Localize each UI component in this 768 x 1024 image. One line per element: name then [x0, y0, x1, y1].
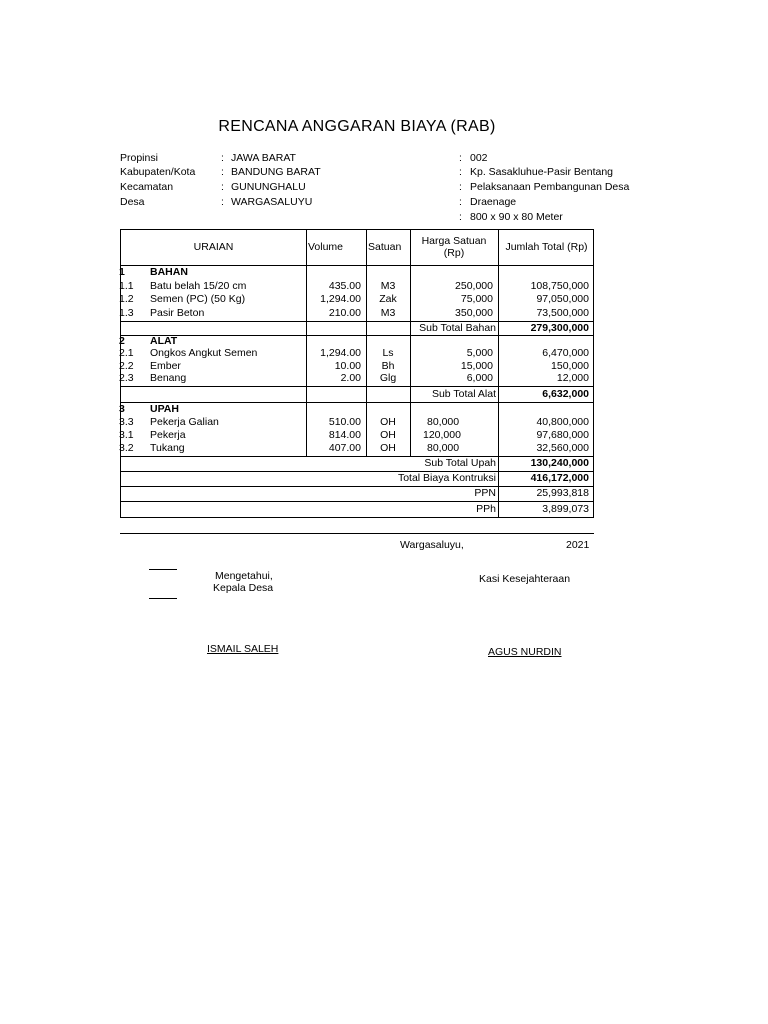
info-sep: : — [221, 152, 224, 164]
item-jumlah: 6,470,000 — [542, 347, 589, 359]
item-jumlah: 108,750,000 — [530, 280, 589, 292]
header-satuan: Satuan — [368, 241, 402, 253]
info-value-desa: WARGASALUYU — [231, 196, 313, 208]
item-volume: 510.00 — [328, 416, 361, 428]
section-no: 1 — [119, 266, 125, 278]
item-satuan: OH — [380, 416, 396, 428]
item-uraian: Batu belah 15/20 cm — [150, 280, 247, 292]
item-jumlah: 150,000 — [551, 360, 589, 372]
row-divider — [121, 402, 593, 403]
item-uraian: Ember — [150, 360, 181, 372]
pph-label: PPh — [476, 503, 496, 515]
info-sep: : — [459, 152, 462, 164]
item-uraian: Ongkos Angkut Semen — [150, 347, 258, 359]
signature-left-name: ISMAIL SALEH — [207, 643, 279, 655]
rab-table — [120, 229, 594, 518]
item-volume: 1,294.00 — [320, 293, 361, 305]
signature-left-line1: Mengetahui, — [215, 570, 273, 582]
info-label-propinsi: Propinsi — [120, 152, 158, 164]
item-satuan: M3 — [380, 280, 396, 292]
page-title: RENCANA ANGGARAN BIAYA (RAB) — [218, 118, 496, 135]
item-jumlah: 73,500,000 — [536, 307, 589, 319]
item-jumlah: 97,050,000 — [536, 293, 589, 305]
subtotal-value: 6,632,000 — [542, 388, 589, 400]
header-uraian: URAIAN — [193, 241, 234, 253]
info-sep: : — [459, 166, 462, 178]
item-satuan: Bh — [381, 360, 395, 372]
info-sep: : — [221, 181, 224, 193]
section-no: 3 — [119, 403, 125, 415]
section-title: UPAH — [150, 403, 179, 415]
item-uraian: Benang — [150, 372, 187, 384]
item-harga: 80,000 — [427, 442, 460, 454]
section-title: BAHAN — [150, 266, 188, 278]
subtotal-label: Sub Total Alat — [431, 388, 496, 400]
item-uraian: Tukang — [150, 442, 185, 454]
item-jumlah: 12,000 — [556, 372, 589, 384]
item-volume: 814.00 — [328, 429, 361, 441]
info-value-location: Kp. Sasakluhue-Pasir Bentang — [470, 166, 614, 178]
info-label-kabupaten: Kabupaten/Kota — [120, 166, 196, 178]
signature-year: 2021 — [566, 539, 590, 551]
item-volume: 10.00 — [334, 360, 361, 372]
row-divider — [121, 386, 593, 387]
item-satuan: Ls — [382, 347, 394, 359]
item-harga: 15,000 — [460, 360, 493, 372]
short-line — [149, 569, 177, 570]
item-harga: 250,000 — [455, 280, 493, 292]
short-line — [149, 598, 177, 599]
subtotal-value: 279,300,000 — [530, 322, 589, 334]
row-divider — [121, 265, 593, 266]
item-volume: 435.00 — [328, 280, 361, 292]
item-uraian: Semen (PC) (50 Kg) — [150, 293, 246, 305]
row-divider — [121, 335, 593, 336]
signature-right-name: AGUS NURDIN — [488, 646, 562, 658]
item-harga: 75,000 — [460, 293, 493, 305]
item-harga: 80,000 — [427, 416, 460, 428]
signature-right-title: Kasi Kesejahteraan — [479, 573, 571, 585]
info-value-kabupaten: BANDUNG BARAT — [231, 166, 321, 178]
total-value: 416,172,000 — [530, 472, 589, 484]
item-uraian: Pekerja Galian — [150, 416, 219, 428]
subtotal-label: Sub Total Bahan — [419, 322, 496, 334]
info-value-program: Pelaksanaan Pembangunan Desa — [470, 181, 630, 193]
item-no: 3.2 — [119, 442, 134, 454]
item-satuan: OH — [380, 429, 396, 441]
item-volume: 1,294.00 — [320, 347, 361, 359]
item-jumlah: 32,560,000 — [536, 442, 589, 454]
info-sep: : — [221, 196, 224, 208]
total-label: Total Biaya Kontruksi — [397, 472, 496, 484]
info-sep: : — [221, 166, 224, 178]
item-satuan: M3 — [380, 307, 396, 319]
header-harga-1: Harga Satuan — [421, 235, 487, 247]
item-satuan: Zak — [379, 293, 397, 305]
item-satuan: OH — [380, 442, 396, 454]
item-uraian: Pekerja — [150, 429, 186, 441]
info-label-desa: Desa — [120, 196, 145, 208]
header-volume: Volume — [308, 241, 344, 253]
signature-place: Wargasaluyu, — [400, 539, 464, 551]
item-no: 3.3 — [119, 416, 134, 428]
info-sep: : — [459, 196, 462, 208]
item-no: 1.1 — [119, 280, 134, 292]
item-harga: 350,000 — [455, 307, 493, 319]
item-satuan: Glg — [379, 372, 397, 384]
item-no: 1.2 — [119, 293, 134, 305]
info-value-kecamatan: GUNUNGHALU — [231, 181, 306, 193]
info-sep: : — [459, 211, 462, 223]
separator-line — [120, 533, 594, 534]
info-sep: : — [459, 181, 462, 193]
header-jumlah: Jumlah Total (Rp) — [505, 241, 588, 253]
ppn-value: 25,993,818 — [536, 487, 589, 499]
item-no: 1.3 — [119, 307, 134, 319]
item-jumlah: 97,680,000 — [536, 429, 589, 441]
item-harga: 5,000 — [466, 347, 493, 359]
item-harga: 6,000 — [466, 372, 493, 384]
info-value-propinsi: JAWA BARAT — [231, 152, 296, 164]
item-volume: 2.00 — [340, 372, 361, 384]
item-no: 2.3 — [119, 372, 134, 384]
item-no: 3.1 — [119, 429, 134, 441]
item-volume: 407.00 — [328, 442, 361, 454]
subtotal-value: 130,240,000 — [530, 457, 589, 469]
info-label-kecamatan: Kecamatan — [120, 181, 174, 193]
ppn-label: PPN — [474, 487, 496, 499]
section-title: ALAT — [150, 335, 178, 347]
item-harga: 120,000 — [423, 429, 461, 441]
item-uraian: Pasir Beton — [150, 307, 205, 319]
item-volume: 210.00 — [328, 307, 361, 319]
item-no: 2.2 — [119, 360, 134, 372]
info-value-dimension: 800 x 90 x 80 Meter — [470, 211, 563, 223]
section-no: 2 — [119, 335, 125, 347]
info-value-number: 002 — [470, 152, 488, 164]
row-divider — [121, 501, 593, 502]
info-value-activity: Draenage — [470, 196, 517, 208]
pph-value: 3,899,073 — [542, 503, 589, 515]
signature-left-line2: Kepala Desa — [213, 582, 274, 594]
item-jumlah: 40,800,000 — [536, 416, 589, 428]
header-harga-2: (Rp) — [443, 247, 465, 259]
subtotal-label: Sub Total Upah — [424, 457, 496, 469]
item-no: 2.1 — [119, 347, 134, 359]
